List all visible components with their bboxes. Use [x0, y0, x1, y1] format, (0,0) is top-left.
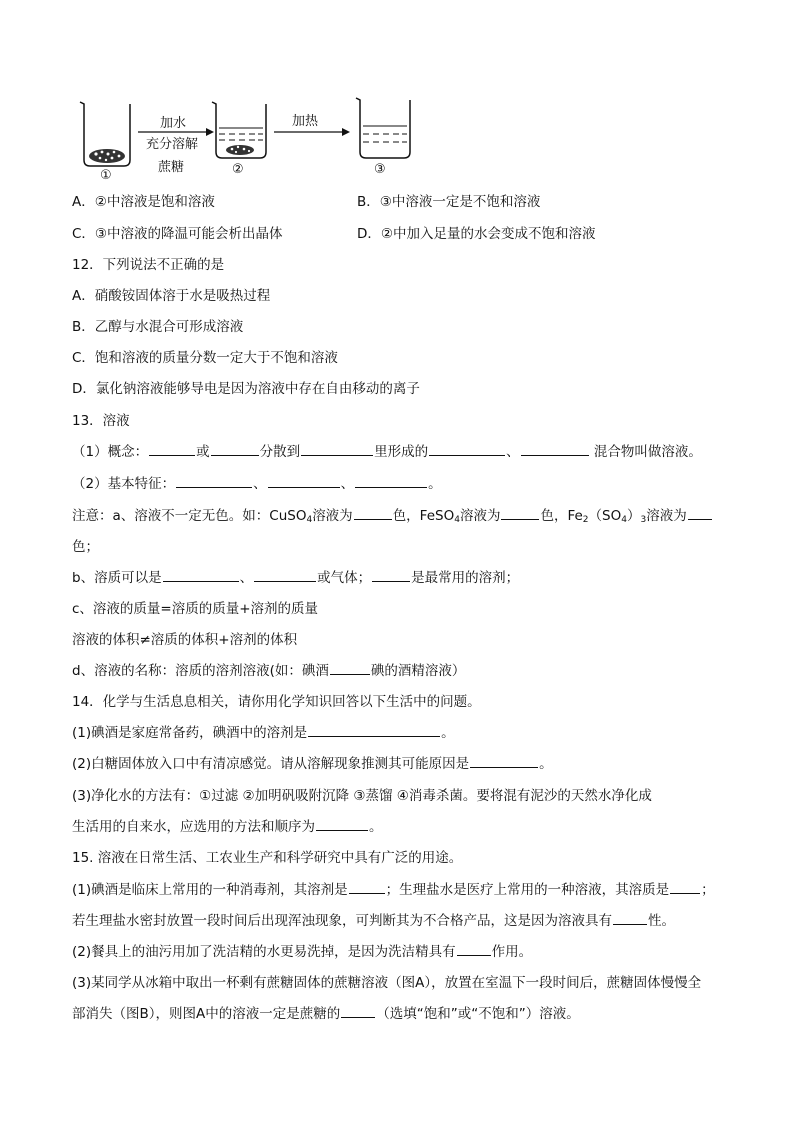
blank	[308, 724, 440, 737]
q15-part-2: (2)餐具上的油污用加了洗洁精的水更易洗掉，是因为洗洁精具有 作用。	[72, 944, 533, 960]
blank	[501, 507, 539, 520]
beaker-1	[80, 102, 130, 166]
q13-concept-line: （1）概念： 或 分散到 里形成的 、 混合物叫做溶液。	[72, 444, 702, 460]
label-beaker-2: ②	[232, 162, 244, 177]
blank	[688, 507, 712, 520]
blank	[354, 507, 392, 520]
q13-note-a-cont: 色；	[72, 539, 99, 555]
q13-stem: 13．溶液	[72, 413, 130, 429]
q13-note-b-line: b、溶质可以是 、 或气体； 是最常用的溶剂；	[72, 570, 520, 586]
blank	[349, 881, 385, 894]
q11-option-b: B．③中溶液一定是不饱和溶液	[357, 194, 541, 210]
arrow-1-head	[206, 128, 214, 136]
sucrose-solid-1	[89, 149, 125, 163]
blank	[211, 443, 259, 456]
q15-stem: 15. 溶液在日常生活、工农业生产和科学研究中具有广泛的用途。	[72, 850, 463, 866]
q14-part-2: (2)白糖固体放入口中有清凉感觉。请从溶解现象推测其可能原因是 。	[72, 756, 553, 772]
q13-features-line: （2）基本特征： 、 、 。	[72, 476, 442, 492]
dissolution-figure	[72, 96, 432, 184]
blank	[316, 818, 368, 831]
blank	[301, 443, 373, 456]
arrow-2-head	[342, 128, 350, 136]
q13-note-c-line: c、溶液的质量=溶质的质量+溶剂的质量	[72, 601, 319, 617]
blank	[254, 569, 316, 582]
blank	[613, 912, 647, 925]
blank	[355, 475, 427, 488]
solution-lines-2	[219, 128, 263, 140]
blank	[521, 443, 589, 456]
blank	[268, 475, 340, 488]
q11-option-a: A．②中溶液是饱和溶液	[72, 194, 215, 210]
q13-note-a-line: 注意：a、溶液不一定无色。如：CuSO$_4$溶液为 色，FeSO$_4$溶液为 色，$Fe_2(SO_4)_3$溶液为	[72, 507, 713, 529]
blank	[330, 662, 370, 675]
q12-option-a: A．硝酸铵固体溶于水是吸热过程	[72, 288, 271, 304]
blank	[163, 569, 239, 582]
q13-note-d-line: d、溶液的名称：溶质的溶剂溶液(如：碘酒 碘的酒精溶液）	[72, 663, 466, 679]
q12-option-d: D．氯化钠溶液能够导电是因为溶液中存在自由移动的离子	[72, 381, 420, 397]
label-sucrose: 蔗糖	[158, 160, 185, 175]
blank	[457, 943, 491, 956]
beaker-2	[212, 102, 266, 158]
label-beaker-3: ③	[374, 162, 386, 177]
solution-lines-3	[363, 126, 407, 142]
label-dissolve: 充分溶解	[146, 137, 199, 152]
q11-option-d: D．②中加入足量的水会变成不饱和溶液	[357, 226, 596, 242]
beaker-3	[356, 98, 410, 158]
q11-option-c: C．③中溶液的降温可能会析出晶体	[72, 226, 283, 242]
q13-volume-line: 溶液的体积≠溶质的体积+溶剂的体积	[72, 632, 298, 648]
sucrose-solid-2	[226, 145, 254, 155]
label-add-water: 加水	[160, 116, 187, 131]
blank	[149, 443, 195, 456]
q15-part-1: (1)碘酒是临床上常用的一种消毒剂，其溶剂是 ；生理盐水是医疗上常用的一种溶液，其溶质是 ；	[72, 882, 715, 898]
q15-part-1-cont: 若生理盐水密封放置一段时间后出现浑浊现象，可判断其为不合格产品，这是因为溶液具有 性。	[72, 913, 675, 929]
blank	[670, 881, 700, 894]
q15-part-3: (3)某同学从冰箱中取出一杯剩有蔗糖固体的蔗糖溶液（图A），放置在室温下一段时间后，蔗糖固体慢慢全	[72, 975, 702, 991]
q14-stem: 14．化学与生活息息相关，请你用化学知识回答以下生活中的问题。	[72, 694, 481, 710]
label-beaker-1: ①	[100, 168, 112, 183]
q14-part-3-cont: 生活用的自来水，应选用的方法和顺序为 。	[72, 819, 383, 835]
label-heat: 加热	[292, 114, 319, 129]
q14-part-3: (3)净化水的方法有：①过滤 ②加明矾吸附沉降 ③蒸馏 ④消毒杀菌。要将混有泥沙的天然水净化成	[72, 788, 652, 804]
blank	[341, 1005, 375, 1018]
q14-part-1: (1)碘酒是家庭常备药，碘酒中的溶剂是 。	[72, 725, 455, 741]
blank	[429, 443, 505, 456]
blank	[372, 569, 410, 582]
blank	[176, 475, 252, 488]
blank	[470, 755, 538, 768]
q15-part-3-cont: 部消失（图B），则图A中的溶液一定是蔗糖的 （选填“饱和”或“不饱和”）溶液。	[72, 1006, 580, 1022]
q12-option-b: B．乙醇与水混合可形成溶液	[72, 319, 244, 335]
q12-option-c: C．饱和溶液的质量分数一定大于不饱和溶液	[72, 350, 338, 366]
q12-stem: 12．下列说法不正确的是	[72, 257, 225, 273]
